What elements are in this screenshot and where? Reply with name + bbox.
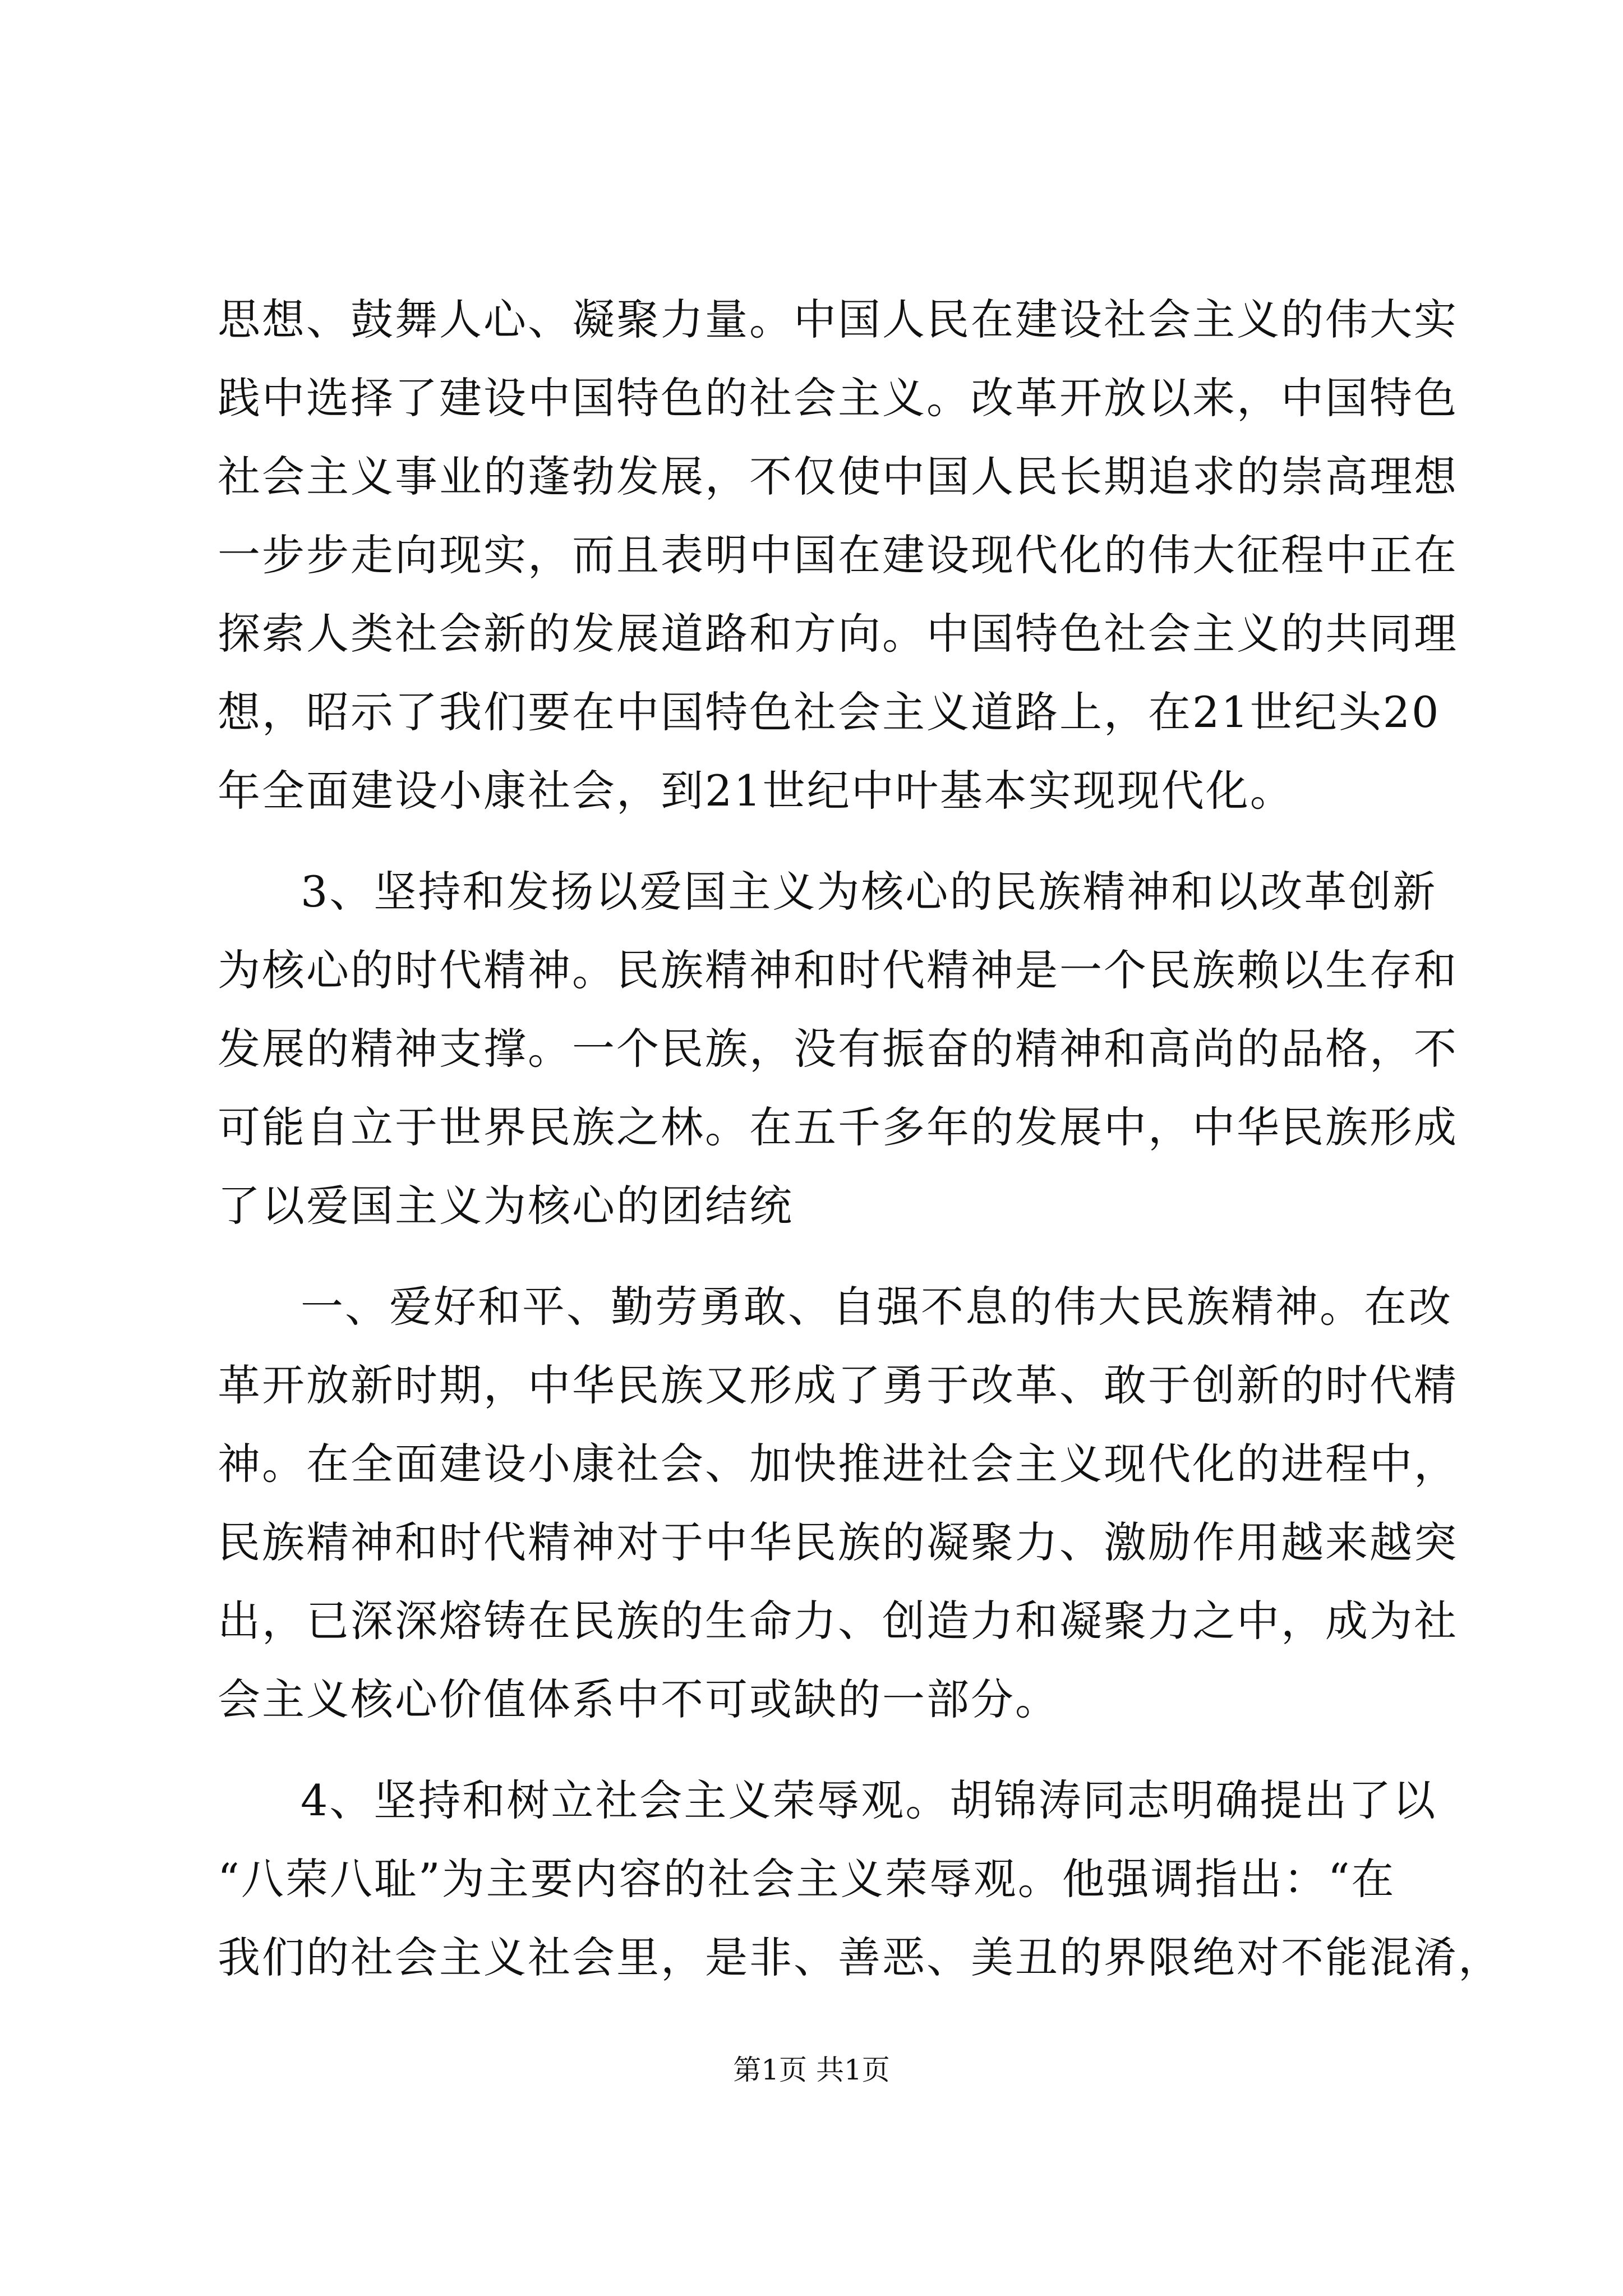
- text-line: 出，已深深熔铸在民族的生命力、创造力和凝聚力之中，成为社: [218, 1596, 1458, 1646]
- text-line: 我们的社会主义社会里，是非、善恶、美丑的界限绝对不能混淆，: [218, 1932, 1502, 1982]
- text-line: 会主义核心价值体系中不可或缺的一部分。: [218, 1674, 1059, 1724]
- page-footer: 第1页 共1页: [733, 2054, 890, 2086]
- text-line: 了以爱国主义为核心的团结统: [218, 1181, 794, 1231]
- text-line: “八荣八耻”为主要内容的社会主义荣辱观。他强调指出：“在: [218, 1854, 1396, 1904]
- text-line: 年全面建设小康社会，到21世纪中叶基本实现现代化。: [218, 766, 1294, 816]
- text-line: 可能自立于世界民族之林。在五千多年的发展中，中华民族形成: [218, 1102, 1458, 1152]
- text-line: 思想、鼓舞人心、凝聚力量。中国人民在建设社会主义的伟大实: [218, 295, 1458, 344]
- text-line: 民族精神和时代精神对于中华民族的凝聚力、激励作用越来越突: [218, 1517, 1458, 1567]
- text-line: 革开放新时期，中华民族又形成了勇于改革、敢于创新的时代精: [218, 1360, 1458, 1410]
- text-line: 发展的精神支撑。一个民族，没有振奋的精神和高尚的品格，不: [218, 1024, 1458, 1074]
- text-line: 想，昭示了我们要在中国特色社会主义道路上，在21世纪头20: [218, 687, 1441, 737]
- text-line: 践中选择了建设中国特色的社会主义。改革开放以来，中国特色: [218, 373, 1458, 423]
- text-line: 一步步走向现实，而且表明中国在建设现代化的伟大征程中正在: [218, 530, 1458, 580]
- text-line: 为核心的时代精神。民族精神和时代精神是一个民族赖以生存和: [218, 945, 1458, 995]
- paragraph-first-line: 3、坚持和发扬以爱国主义为核心的民族精神和以改革创新: [301, 867, 1437, 917]
- text-line: 神。在全面建设小康社会、加快推进社会主义现代化的进程中，: [218, 1439, 1458, 1489]
- paragraph-first-line: 4、坚持和树立社会主义荣辱观。胡锦涛同志明确提出了以: [301, 1775, 1437, 1825]
- paragraph-first-line: 一、爱好和平、勤劳勇敢、自强不息的伟大民族精神。在改: [301, 1282, 1453, 1332]
- text-line: 社会主义事业的蓬勃发展，不仅使中国人民长期追求的崇高理想: [218, 452, 1458, 501]
- text-line: 探索人类社会新的发展道路和方向。中国特色社会主义的共同理: [218, 609, 1458, 659]
